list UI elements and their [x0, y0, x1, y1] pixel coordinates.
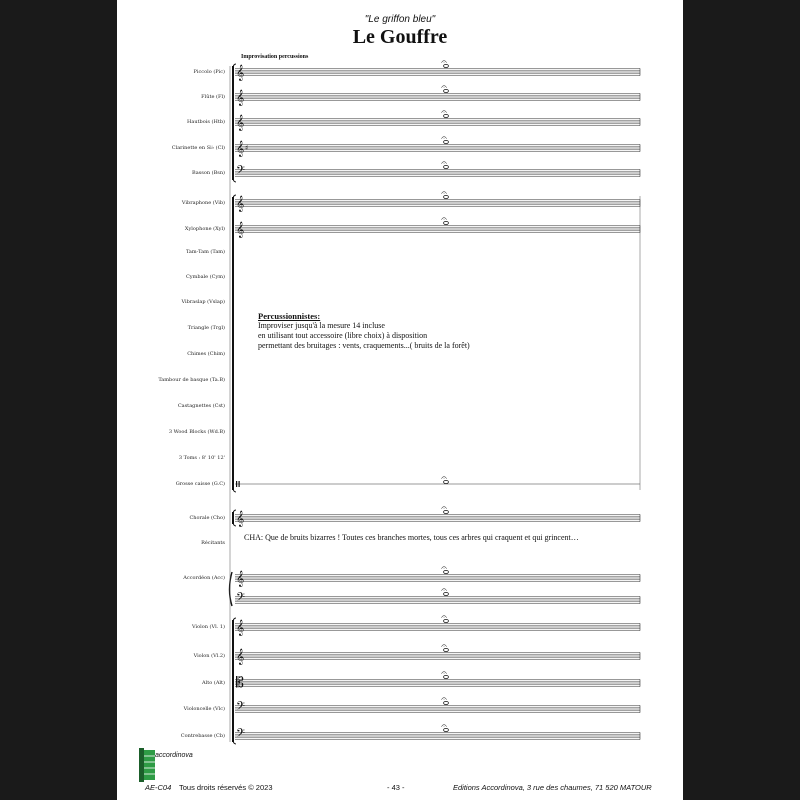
instrument-label: Récitants — [201, 540, 225, 546]
percussion-note-line: Improviser jusqu'à la mesure 14 incluse — [258, 321, 385, 330]
fermata: 𝄐 — [441, 473, 447, 484]
instrument-label: Triangle (Trgl) — [187, 325, 225, 331]
treble-clef-icon: 𝄞 — [236, 511, 245, 527]
fermata: 𝄐 — [441, 188, 447, 199]
instrument-label: Violon (Vl. 1) — [191, 624, 225, 630]
treble-clef-icon: 𝄞 — [236, 620, 245, 636]
footer-rights: Tous droits réservés © 2023 — [179, 783, 273, 792]
instrument-label: Grosse caisse (G.C) — [175, 481, 225, 487]
instrument-label: Alto (Alt) — [202, 680, 225, 686]
footer-code: AE-C04 — [145, 783, 172, 792]
bass-clef-icon: 𝄢 — [236, 700, 246, 716]
footer-publisher: Editions Accordinova, 3 rue des chaumes, 71 520 MATOUR — [453, 783, 652, 792]
bass-clef-icon: 𝄢 — [236, 727, 246, 743]
instrument-label: 3 Wood Blocks (Wd.B) — [168, 429, 225, 435]
percussion-note-line: en utilisant tout accessoire (libre choix) à disposition — [258, 331, 428, 340]
fermata: 𝄐 — [441, 133, 447, 144]
instrument-label: Violoncelle (Vlc) — [183, 706, 225, 712]
score-page — [117, 0, 683, 800]
instrument-label: Hautbois (Htb) — [186, 119, 225, 125]
instrument-label: Violon (Vl.2) — [193, 653, 225, 659]
bass-clef-icon: 𝄢 — [236, 164, 246, 180]
fermata: 𝄐 — [441, 585, 447, 596]
fermata: 𝄐 — [441, 57, 447, 68]
fermata: 𝄐 — [441, 563, 447, 574]
treble-clef-icon: 𝄞 — [236, 649, 245, 665]
logo-wordmark: accordinova — [155, 752, 193, 759]
score-notation — [117, 0, 683, 800]
instrument-label: Basson (Bsn) — [192, 170, 225, 176]
percussion-note-line: permettant des bruitages : vents, craquements...( bruits de la forêt) — [258, 341, 470, 350]
piece-title: Le Gouffre — [352, 26, 448, 48]
instrument-label: Clarinette en Si♭ (Cl) — [171, 145, 225, 151]
instrument-label: Vibraphone (Vib) — [181, 200, 225, 206]
staves-group — [230, 57, 641, 744]
footer-page-number: - 43 - — [387, 783, 405, 792]
accordinova-logo — [137, 744, 209, 784]
percussion-instructions — [258, 311, 558, 351]
bass-clef-icon: 𝄢 — [236, 591, 246, 607]
tempo-marking: Improvisation percussions — [241, 54, 309, 60]
instrument-label: Chorale (Cho) — [189, 515, 225, 521]
instrument-label: Vibraslap (Vslap) — [181, 299, 225, 305]
instrument-label: Xylophone (Xyl) — [184, 226, 225, 232]
instrument-label: 3 Toms : 8' 10' 12' — [178, 455, 225, 461]
fermata: 𝄐 — [441, 214, 447, 225]
instrument-label: Piccolo (Pic) — [193, 69, 225, 75]
treble-clef-icon: 𝄞 — [236, 571, 245, 587]
fermata: 𝄐 — [441, 612, 447, 623]
treble-clef-icon: 𝄞 — [236, 90, 245, 106]
piece-subtitle: "Le griffon bleu" — [364, 14, 436, 25]
percussion-clef-icon — [236, 481, 237, 487]
fermata: 𝄐 — [441, 694, 447, 705]
fermata: 𝄐 — [441, 82, 447, 93]
recitant-text: CHA: Que de bruits bizarres ! Toutes ces branches mortes, tous ces arbres qui craquent et qui grincent… — [244, 533, 579, 542]
instrument-label: Chimes (Chim) — [187, 351, 225, 357]
bracket-hook — [233, 487, 236, 492]
key-signature: ♯ — [245, 144, 249, 152]
treble-clef-icon: 𝄞 — [236, 115, 245, 131]
instrument-label: Contrebasse (Cb) — [180, 733, 225, 739]
fermata: 𝄐 — [441, 107, 447, 118]
alto-clef-icon: 𝄡 — [236, 675, 244, 691]
instrument-label: Tam-Tam (Tam) — [185, 249, 225, 255]
fermata: 𝄐 — [441, 641, 447, 652]
percussion-note-title: Percussionnistes: — [258, 311, 321, 321]
instrument-label: Castagnettes (Cst) — [177, 403, 225, 409]
instrument-label: Cymbale (Cym) — [185, 274, 225, 280]
fermata: 𝄐 — [441, 668, 447, 679]
treble-clef-icon: 𝄞 — [236, 141, 245, 157]
instrument-label: Flûte (Fl) — [201, 94, 225, 100]
instrument-label: Tambour de basque (Ta.B) — [158, 377, 225, 383]
fermata: 𝄐 — [441, 158, 447, 169]
percussion-clef-icon — [239, 481, 240, 487]
accordion-logo-icon — [137, 744, 209, 784]
treble-clef-icon: 𝄞 — [236, 222, 245, 238]
instrument-label: Accordéon (Acc) — [183, 575, 225, 581]
treble-clef-icon: 𝄞 — [236, 65, 245, 81]
treble-clef-icon: 𝄞 — [236, 196, 245, 212]
fermata: 𝄐 — [441, 503, 447, 514]
fermata: 𝄐 — [441, 721, 447, 732]
